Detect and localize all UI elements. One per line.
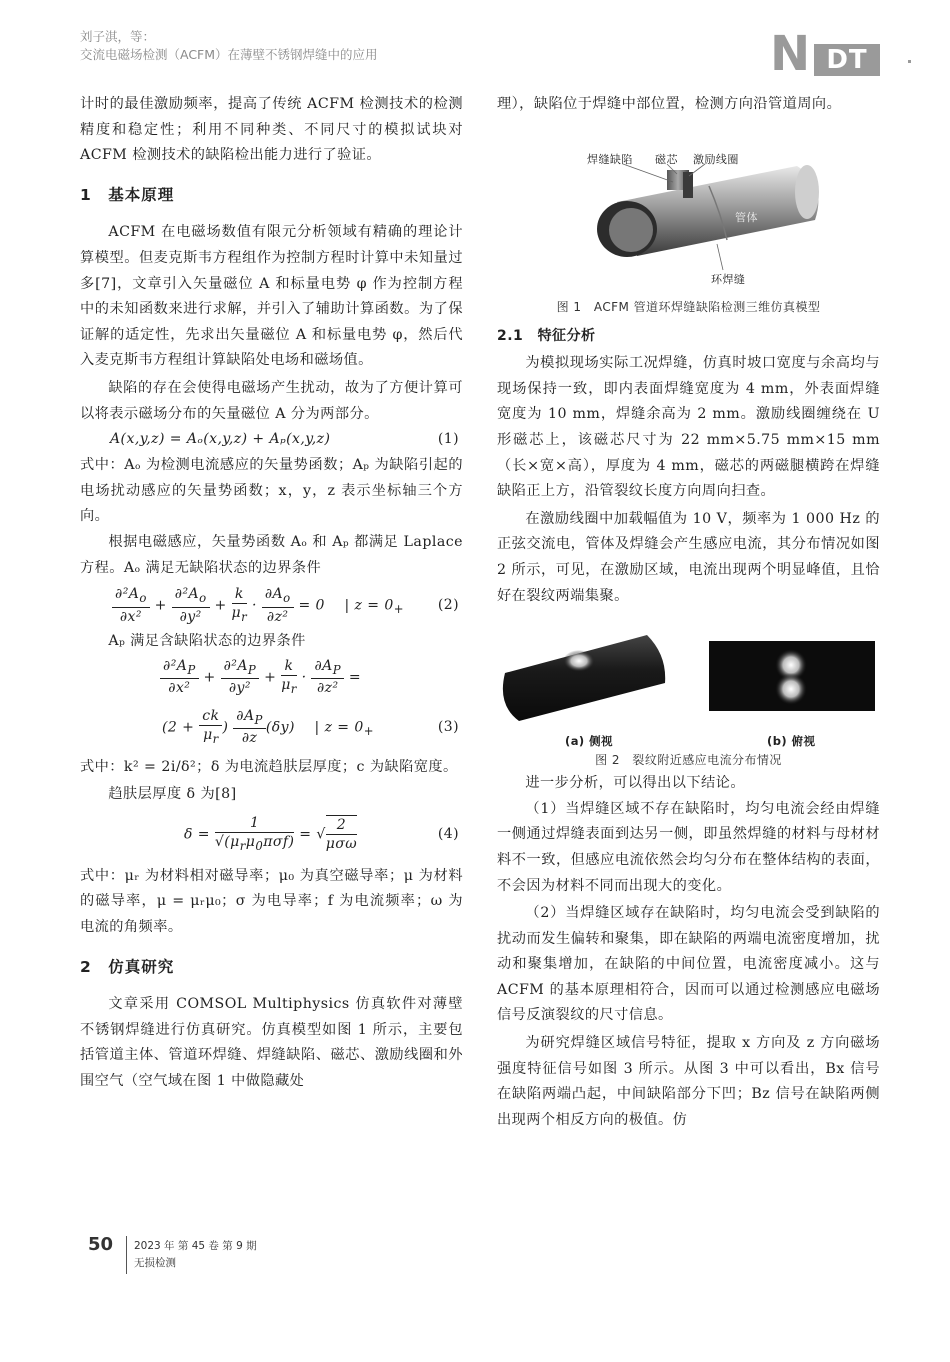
paragraph: 为研究焊缝区域信号特征，提取 x 方向及 z 方向磁场强度特征信号如图 3 所示。从图 3 中可以看出，Bx 信号在缺陷两端凸起，中间缺陷部分下凹；Bz 信号在缺陷两侧出现两个相反方向的极值。仿 <box>497 1035 880 1128</box>
fig1-label-pipe: 管体 <box>735 210 758 224</box>
paragraph: （1）当焊缝区域不存在缺陷时，均匀电流会经由焊缝一侧通过焊缝表面到达另一侧，即虽然焊缝的材料与母材材料不一致，但感应电流依然会均匀分布在整体结构的表面，不会因为材料不同而出现大的变化。 <box>497 800 880 894</box>
footer-info <box>134 1238 257 1272</box>
footer-issue: 2023 年 第 45 卷 第 9 期 <box>134 1240 257 1252</box>
fig2-subcaption-a: (a) 侧视 <box>565 734 613 749</box>
figure-2-caption: 图 2 裂纹附近感应电流分布情况 <box>595 753 782 768</box>
journal-logo <box>770 26 885 82</box>
equation-1-number: (1) <box>437 431 459 448</box>
paragraph: ACFM 在电磁场数值有限元分析领域有精确的理论计算模型。但麦克斯韦方程组作为控制方程时计算中未知量过多[7]，文章引入矢量磁位 A 和标量电势 φ 作为控制方程中的未知函数来进行求解，并引入了辅助计算函数。为了保证解的适定性，先求出矢量磁位 A 和标量电势 φ，然后代入麦克斯韦方程组计算缺陷处电场和磁场值。 <box>80 224 463 369</box>
fig1-label-core: 磁芯 <box>655 152 678 166</box>
running-header <box>80 28 378 64</box>
header-authors: 刘子淇，等： <box>80 29 156 44</box>
paragraph: 在激励线圈中加载幅值为 10 V，频率为 1 000 Hz 的正弦交流电，管体及焊缝会产生感应电流，其分布情况如图 2 所示，可见，在激励区域，电流出现两个明显峰值，且恰好在裂纹两端集聚。 <box>497 510 880 604</box>
equation-2: $\frac{\partial^2A_o}{\text{∂x²}}$ + $\frac{\partial^2A_o}{\text{∂y²}}$ + $\frac{k}{\mu_r}$ · $\frac{\partial A_o}{\text{∂z²}}$ = 0 | $z = 0_+$ (2) <box>80 581 463 629</box>
paragraph: Aₚ 满足含缺陷状态的边界条件 <box>108 633 306 650</box>
header-article-title: 交流电磁场检测（ACFM）在薄壁不锈钢焊缝中的应用 <box>80 47 378 62</box>
fig1-label-weld: 环焊缝 <box>711 272 746 286</box>
paragraph: 进一步分析，可以得出以下结论。 <box>525 775 745 792</box>
intro-paragraph: 计时的最佳激励频率，提高了传统 ACFM 检测技术的检测精度和稳定性；利用不同种类、不同尺寸的模拟试块对 ACFM 检测技术的缺陷检出能力进行了验证。 <box>80 96 463 164</box>
right-column <box>497 92 880 1133</box>
figure-1 <box>497 124 880 294</box>
equation-4-number: (4) <box>437 825 459 842</box>
paragraph: 缺陷的存在会使得电磁场产生扰动，故为了方便计算可以将表示磁场分布的矢量磁位 A 分为两部分。 <box>80 379 463 422</box>
footer-divider <box>126 1236 127 1274</box>
section-2-heading: 2 仿真研究 <box>80 957 175 976</box>
figure-1-caption: 图 1 ACFM 管道环焊缝缺陷检测三维仿真模型 <box>556 299 821 314</box>
fig1-label-coil: 激励线圈 <box>693 152 739 166</box>
logo-letters-dt: DT <box>814 44 880 76</box>
equation-2-number: (2) <box>437 597 459 614</box>
footer-journal: 无损检测 <box>134 1257 176 1269</box>
fig2-subcaption-b: (b) 俯视 <box>767 734 816 749</box>
paragraph: 趋肤层厚度 δ 为[8] <box>108 786 237 803</box>
logo-dot <box>908 60 911 63</box>
section-2-1-heading: 2.1 特征分析 <box>497 327 596 344</box>
equation-1 <box>80 427 463 453</box>
pipe-model-illustration <box>497 124 880 294</box>
section-1-heading: 1 基本原理 <box>80 185 175 204</box>
paragraph: 根据电磁感应，矢量势函数 Aₒ 和 Aₚ 都满足 Laplace 方程。Aₒ 满足无缺陷状态的边界条件 <box>80 533 463 576</box>
left-column <box>80 92 463 1095</box>
paragraph: 为模拟现场实际工况焊缝，仿真时坡口宽度与余高均与现场保持一致，即内表面焊缝宽度为 4 mm，外表面焊缝宽度为 10 mm，焊缝余高为 2 mm。激励线圈缠绕在 U 形磁芯上，该磁芯尺寸为 22 mm×5.75 mm×15 mm（长×宽×高），厚度为 4 mm，磁芯的两磁腿横跨在焊缝缺陷正上方，沿管裂纹长度方向周向扫查。 <box>497 355 880 500</box>
equation-3-number: (3) <box>437 718 459 735</box>
equation-1-body: A(x,y,z) = Aₒ(x,y,z) + Aₚ(x,y,z) <box>110 431 331 448</box>
paragraph: （2）当焊缝区域存在缺陷时，均匀电流会受到缺陷的扰动而发生偏转和聚集，即在缺陷的两端电流密度增加，扰动和聚集增加，在缺陷的中间位置，电流密度减小。这与 ACFM 的基本原理相符合，因而可以通过检测感应电磁场信号反演裂纹的尺寸信息。 <box>497 905 880 1024</box>
logo-letter-n: N <box>770 26 809 82</box>
current-distribution-images <box>497 625 880 725</box>
paragraph: 文章采用 COMSOL Multiphysics 仿真软件对薄壁不锈钢焊缝进行仿真研究。仿真模型如图 1 所示，主要包括管道主体、管道环焊缝、焊缝缺陷、磁芯、激励线圈和外围空气（空气域在图 1 中做隐藏处 <box>80 996 463 1090</box>
paragraph: 式中：k² = 2i/δ²；δ 为电流趋肤层厚度；c 为缺陷宽度。 <box>80 758 458 775</box>
paragraph: 式中：Aₒ 为检测电流感应的矢量势函数；Aₚ 为缺陷引起的电场扰动感应的矢量势函数；x，y，z 表示坐标轴三个方向。 <box>80 457 463 525</box>
equation-3: $\frac{\partial^2A_P}{\text{∂x²}}$ + $\frac{\partial^2A_P}{\text{∂y²}}$ + $\frac{k}{\mu_r}$ · $\frac{\partial A_P}{\text{∂z²}}$ = (2 + $\frac{ck}{\mu_r}$ ) $\frac{\partial A_P}{\partial z}$ (δy) | $z = 0_+$ (3) <box>162 657 459 747</box>
figure-2 <box>497 625 880 749</box>
paragraph: 理），缺陷位于焊缝中部位置，检测方向沿管道周向。 <box>497 96 842 112</box>
paragraph: 式中：μᵣ 为材料相对磁导率；μ₀ 为真空磁导率；μ 为材料的磁导率，μ = μᵣμ₀；σ 为电导率；f 为电流频率；ω 为电流的角频率。 <box>80 867 463 936</box>
equation-4: δ = $\frac{1}{√(\mu_r\mu_0\pi\sigma f)}$ = √ $\frac{2}{\text{μσω}}$ (4) <box>184 814 459 853</box>
fig1-label-defect: 焊缝缺陷 <box>587 152 633 166</box>
page-number: 50 <box>88 1234 114 1255</box>
